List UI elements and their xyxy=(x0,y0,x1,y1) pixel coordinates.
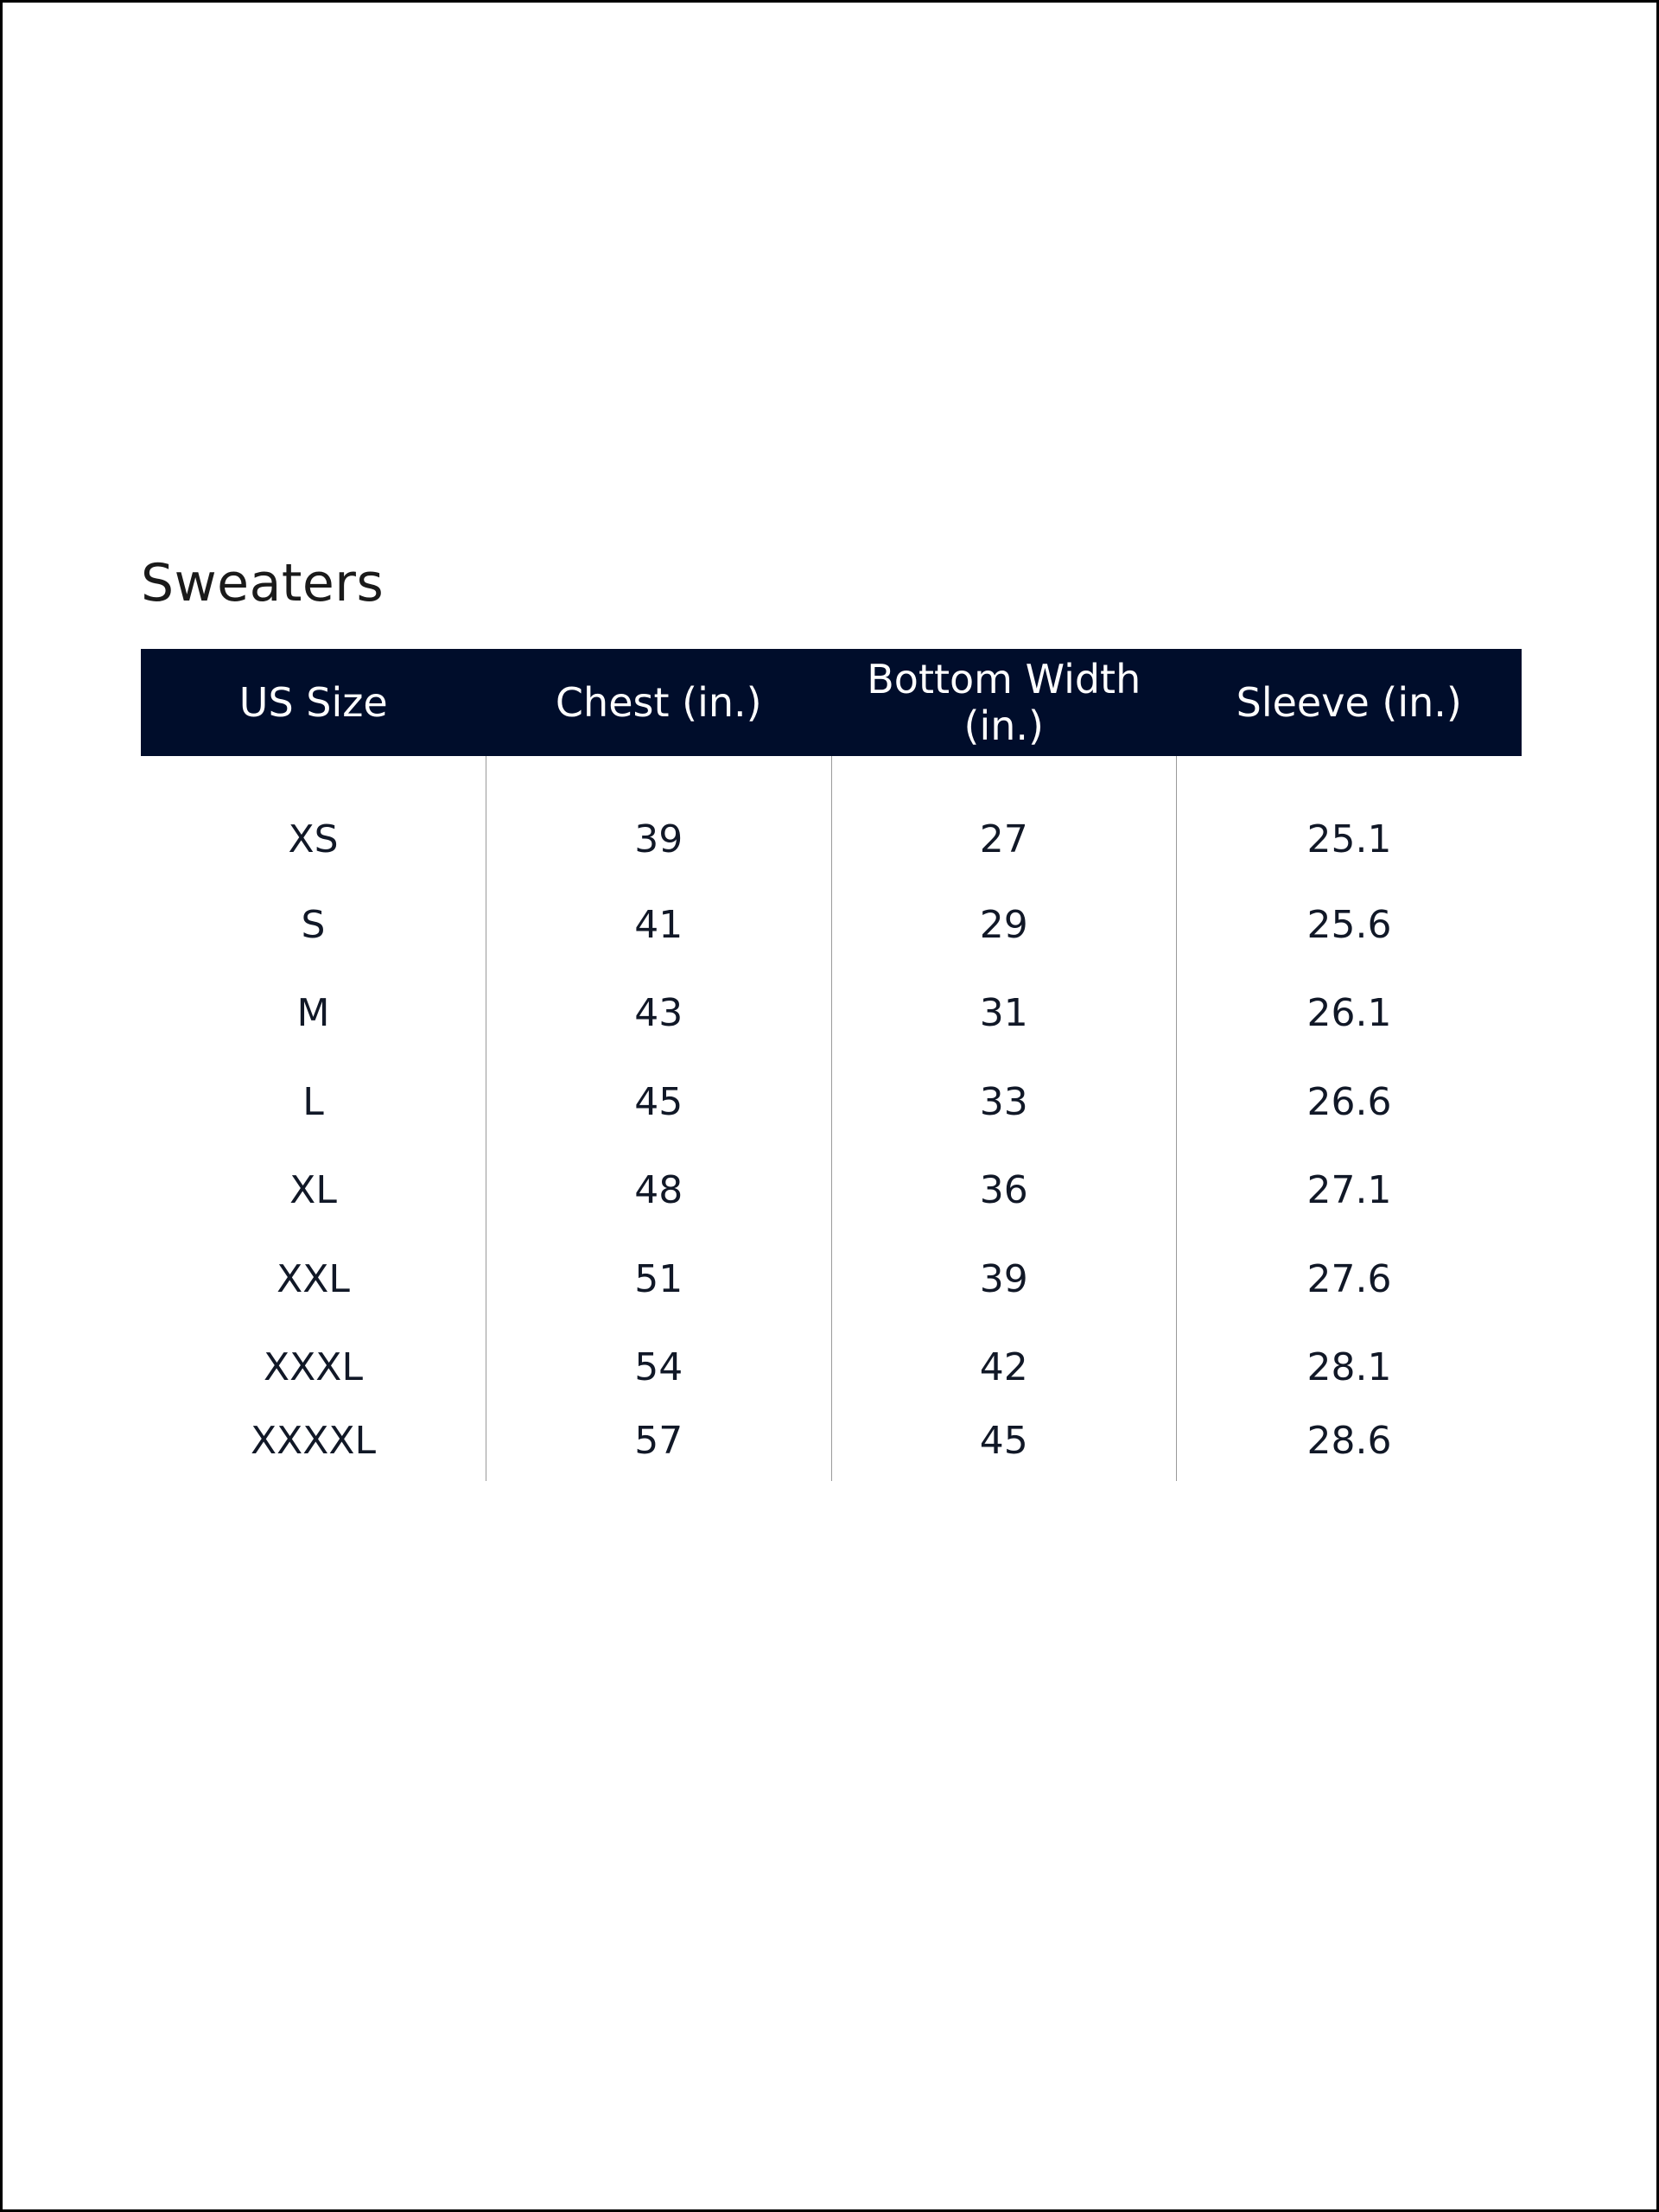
cell-sleeve: 25.1 xyxy=(1177,756,1522,880)
table-row xyxy=(141,1412,1522,1481)
cell-chest: 41 xyxy=(486,880,832,969)
cell-chest: 51 xyxy=(486,1235,832,1324)
cell-sleeve: 27.6 xyxy=(1177,1235,1522,1324)
table-row xyxy=(141,756,1522,880)
cell-sleeve: 26.1 xyxy=(1177,969,1522,1058)
cell-size: L xyxy=(302,1079,324,1124)
cell-bottom-width: 39 xyxy=(831,1235,1177,1324)
cell-bottom-width: 45 xyxy=(831,1412,1177,1481)
cell-sleeve: 28.6 xyxy=(1177,1412,1522,1481)
size-table xyxy=(141,649,1522,1481)
cell-size: M xyxy=(296,991,330,1036)
cell-bottom-width: 29 xyxy=(831,880,1177,969)
header-bottom-width: Bottom Width (in.) xyxy=(831,649,1177,756)
cell-bottom-width: 42 xyxy=(831,1324,1177,1413)
header-sleeve: Sleeve (in.) xyxy=(1177,649,1522,756)
cell-sleeve: 28.1 xyxy=(1177,1324,1522,1413)
cell-sleeve: 25.6 xyxy=(1177,880,1522,969)
header-chest: Chest (in.) xyxy=(486,649,832,756)
table-header-row xyxy=(141,649,1522,756)
table-row xyxy=(141,1324,1522,1413)
cell-chest: 43 xyxy=(486,969,832,1058)
header-us-size: US Size xyxy=(141,649,486,756)
table-row xyxy=(141,1058,1522,1147)
cell-chest: 57 xyxy=(486,1412,832,1481)
cell-size: XL xyxy=(289,1168,337,1213)
cell-chest: 54 xyxy=(486,1324,832,1413)
cell-bottom-width: 33 xyxy=(831,1058,1177,1147)
table-row xyxy=(141,969,1522,1058)
cell-bottom-width: 31 xyxy=(831,969,1177,1058)
table-row xyxy=(141,880,1522,969)
cell-size: XS xyxy=(288,817,339,861)
cell-size: XXXL xyxy=(264,1345,363,1390)
page-title: Sweaters xyxy=(141,553,385,613)
cell-chest: 48 xyxy=(486,1147,832,1236)
cell-bottom-width: 27 xyxy=(831,756,1177,880)
table-row xyxy=(141,1147,1522,1236)
cell-sleeve: 27.1 xyxy=(1177,1147,1522,1236)
cell-chest: 39 xyxy=(486,756,832,880)
cell-chest: 45 xyxy=(486,1058,832,1147)
table-row xyxy=(141,1235,1522,1324)
cell-size: S xyxy=(301,902,326,947)
cell-sleeve: 26.6 xyxy=(1177,1058,1522,1147)
cell-size: XXL xyxy=(276,1256,350,1301)
cell-bottom-width: 36 xyxy=(831,1147,1177,1236)
cell-size: XXXXL xyxy=(250,1419,377,1463)
